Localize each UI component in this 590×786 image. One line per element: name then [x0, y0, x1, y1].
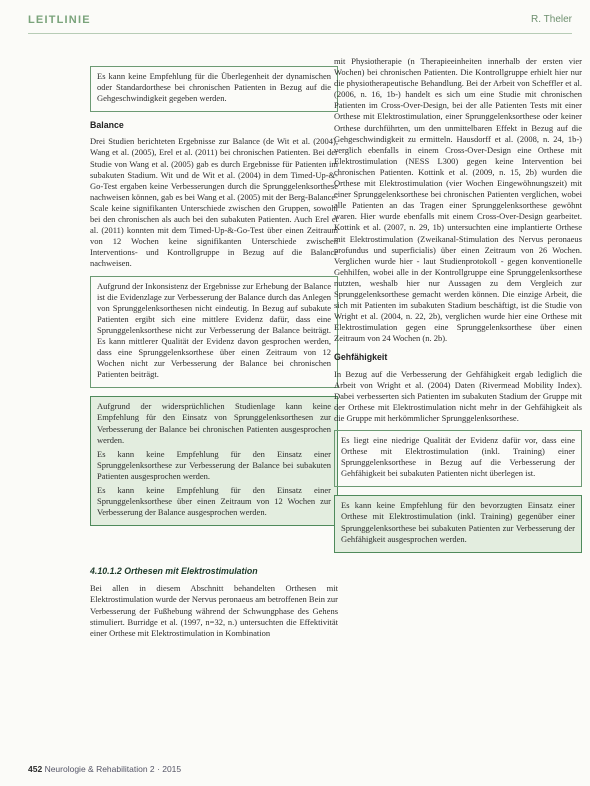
- subheading-gehfaehigkeit: Gehfähigkeit: [334, 352, 388, 363]
- box-text: Es kann keine Empfehlung für den Einsatz einer Sprunggelenksorthese zur Verbesserung der Balance bei subakuten Patienten ausgesprochen werden.: [97, 448, 331, 481]
- page-number: 452: [28, 764, 43, 774]
- recommendation-box-green: [90, 396, 338, 526]
- body-paragraph: In Bezug auf die Verbesserung der Gehfähigkeit ergab lediglich die Arbeit von Wright et al. (2004) Daten (Rivermead Mobility Index). Dabei verbesserten sich Patienten im subakuten Stadium der Gruppe mit der Orthese mit Elektrostimulation nicht mehr in der Gehfähigkeit als die Gruppe mit herkömmlicher Sprunggelenksorthese.: [334, 368, 582, 423]
- author-name: R. Theler: [531, 14, 572, 25]
- box-text: Es kann keine Empfehlung für den Einsatz einer Sprunggelenksorthese über einen Zeitraum von 12 Wochen zur Verbesserung der Balance ausgesprochen werden.: [97, 485, 331, 518]
- left-column: [90, 56, 338, 645]
- box-text: Aufgrund der Inkonsistenz der Ergebnisse zur Erhebung der Balance ist die Evidenzlage zur Verbesserung der Balance durch das Anlegen von Sprunggelenksorthesen nicht eindeutig. In Bezug auf subakute Patienten ergibt sich eine mittlere Evidenz dafür, dass eine Sprunggelenksorthese nicht zur Verbesserung der Balance beiträgt. Es kann mittlerer Qualität der Evidenz davon gesprochen werden, dass eine Sprunggelenksorthese über einen Zeitraum von 12 Wochen nicht zur Verbesserung der Balance bei chronischen Patienten beiträgt.: [97, 280, 331, 380]
- body-paragraph: Drei Studien berichteten Ergebnisse zur Balance (de Wit et al. (2004), Wang et al. (2005), Erel et al. (2011) bei chronischen Patienten. Bei der Studie von Wang et al. (2005) gab es durch Ergebnisse für Patienten im subakuten Stadium. Wit und de Wit et al. (2004) in dem Timed-Up-&-Go-Test ergaben keine Verbesserungen durch die Sprunggelenksorthese nachweisen können, gab es bei Wang et al. (2005) mit der Berg-Balance-Scale keine signifikanten Unterschiede zwischen den Gruppen, sowohl bei den chronischen als auch bei den subakuten Patienten. Auch Erel et al. (2011) konnten mit dem Timed-Up-&-Go-Test über einen Zeitraum von 12 Wochen keine signifikanten Unterschiede zwischen Interventions- und Kontrollgruppe in Bezug auf die Balance nachweisen.: [90, 136, 339, 269]
- recommendation-box: [90, 66, 338, 112]
- evidence-box: [90, 276, 338, 389]
- subheading-balance: Balance: [90, 120, 124, 131]
- box-text: Aufgrund der widersprüchlichen Studienlage kann keine Empfehlung für den Einsatz von Sprunggelenksorthesen zur Verbesserung der Balance bei chronischen Patienten ausgesprochen werden.: [97, 401, 331, 445]
- recommendation-box-green: [334, 495, 582, 552]
- journal-name: Neurologie & Rehabilitation 2 · 2015: [44, 764, 182, 774]
- box-text: Es kann keine Empfehlung für die Überlegenheit der dynamischen oder Standardorthese bei chronischen Patienten in Bezug auf die Gehgeschwindigkeit gegeben werden.: [97, 71, 331, 104]
- page-header: [28, 14, 572, 34]
- section-label: LEITLINIE: [28, 14, 91, 26]
- body-paragraph: mit Physiotherapie (n Therapieeinheiten innerhalb der ersten vier Wochen) bei chronischen Patienten. Die Kontrollgruppe erhielt hier nur die physiotherapeutische Behandlung. Bei der Arbeit von Scheffler et al. (2006, n. 16, 1b-) handelt es sich um eine Studie mit chronischen Patienten im Cross-Over-Design, bei der alle Patienten Tests mit einer Orthese mit Elektrostimulation, einer Sprunggelenksorthese oder keiner Orthese durchführten, um den unmittelbaren Effekt in Bezug auf die Gehgeschwindigkeit zu ermitteln. Hausdorff et al. (2008, n. 24, 1b-) verglich ebenfalls in einem Cross-Over-Design eine Orthese mit Elektrostimulation (NESS L300) gegen keine Intervention bei chronischen Patienten. Kottink et al. (2009, n. 15, 2b) wurden die Orthese mit Elektrostimulation (vier Wochen Eingewöhnungszeit) mit einer Sprunggelenksorthese bei chronischen Patienten verglichen, wobei alle Patienten an das Tragen einer Sprunggelenksorthese gewöhnt waren. Hier wurde ebenfalls mit einem Cross-Over-Design gearbeitet. Kottink et al. (2007, n. 29, 1b) untersuchten eine implantierte Orthese mit Elektrostimulation (Zweikanal-Stimulation des Nervus peronaeus profundus und superficialis) über einen Zeitraum von 26 Wochen. Verglichen wurde hier - laut Studienprotokoll - gegen konventionelle Gehhilfen, wobei alle in der Kontrollgruppe eine Sprunggelenksorthese nutzten, weshalb hier nur Aussagen zu dem Vergleich zur Sprunggelenksorthese gemacht werden können. Die einzige Arbeit, die sich mit Patienten im subakuten Stadium beschäftigt, ist die Studie von Wright et al. (2004, n. 22, 2b), verglichen wurde hier eine Orthese mit Elektrostimulation gegen eine Sprunggelenksorthese über einen Zeitraum von 24 Wochen (n. 2b).: [334, 56, 582, 344]
- header-rule: [28, 33, 572, 34]
- section-heading: 4.10.1.2 Orthesen mit Elektrostimulation: [90, 566, 258, 577]
- body-paragraph: Bei allen in diesem Abschnitt behandelten Orthesen mit Elektrostimulation wurde der Nervus peronaeus am betroffenen Bein zur Verbesserung der Fußhebung während der Schwungphase des Gehens stimuliert. Burridge et al. (1997, n=32, n.) untersuchten die Effektivität einer Orthese mit Elektrostimulation in Kombination: [90, 583, 338, 638]
- box-text: Es kann keine Empfehlung für den bevorzugten Einsatz einer Orthese mit Elektrostimulation (inkl. Training) gegenüber einer Sprunggelenksorthese bei subakuten Patienten zur Verbesserung der Gehfähigkeit ausgesprochen werden.: [341, 500, 575, 544]
- page-footer: [28, 764, 181, 774]
- box-text: Es liegt eine niedrige Qualität der Evidenz dafür vor, dass eine Orthese mit Elektrostimulation (inkl. Training) einer Sprunggelenksorthese in Bezug auf die Verbesserung der Gehfähigkeit bei subakuten Patienten nicht überlegen ist.: [341, 435, 575, 479]
- right-column: [334, 56, 582, 561]
- evidence-box: [334, 430, 582, 487]
